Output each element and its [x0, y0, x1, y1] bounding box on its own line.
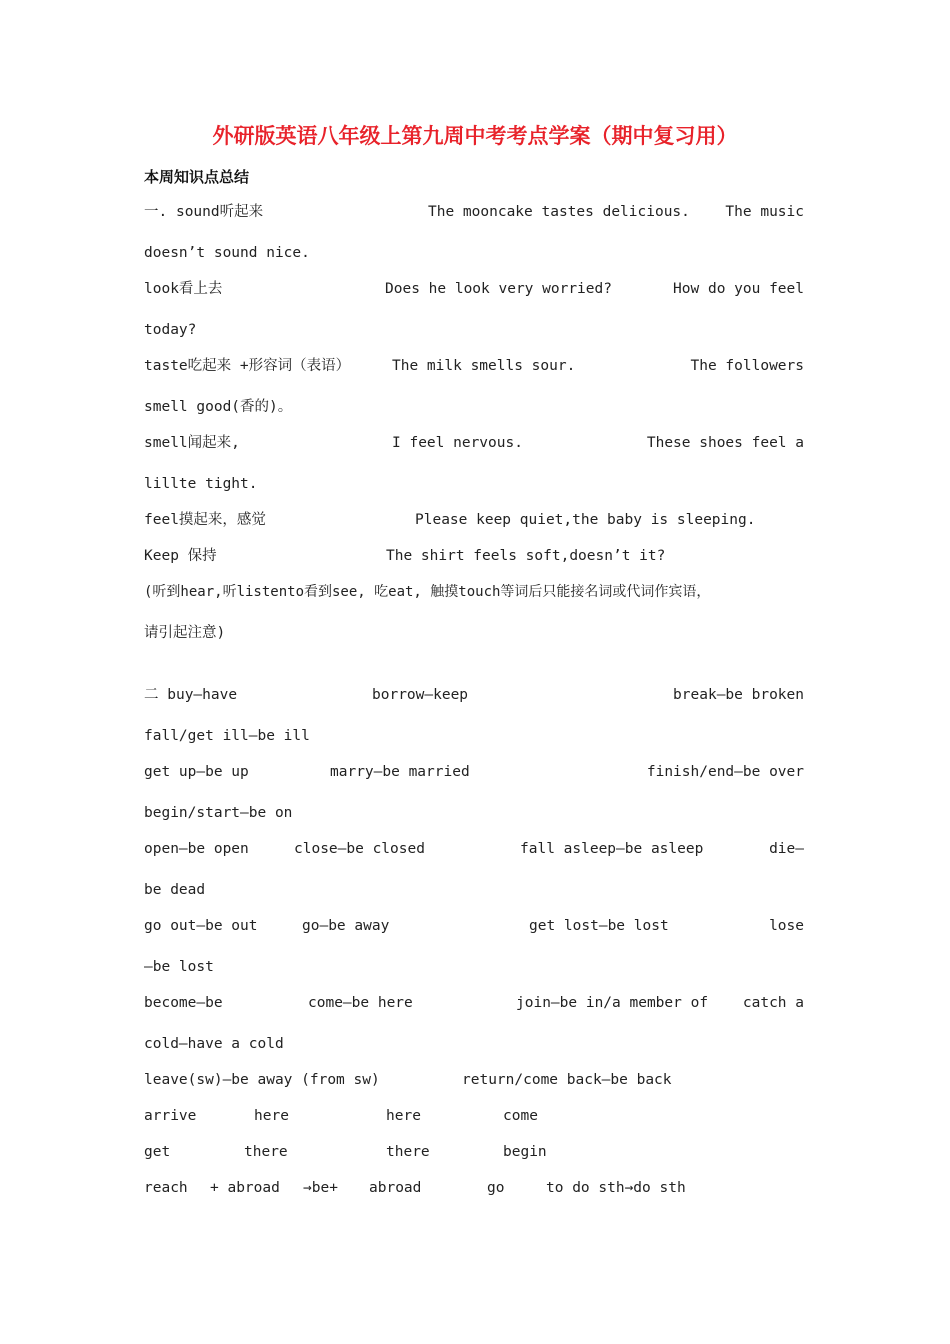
text: look看上去	[144, 281, 223, 297]
text: come	[503, 1108, 538, 1124]
text: become—be	[144, 995, 223, 1011]
part2-line-10: cold—have a cold	[144, 1036, 284, 1052]
part1-note-end: 请引起注意)	[144, 625, 226, 641]
text: return/come back—be back	[462, 1072, 672, 1088]
text: arrive	[144, 1108, 197, 1124]
part2-line-9	[144, 992, 804, 1014]
text: Keep 保持	[144, 548, 217, 564]
part1-line-7	[144, 432, 804, 454]
text: get	[144, 1144, 171, 1160]
part2-line-11	[144, 1069, 804, 1091]
text: finish/end—be over	[646, 764, 804, 780]
part1-line-4: today?	[144, 322, 197, 338]
text: marry—be married	[330, 764, 470, 780]
text: go	[487, 1180, 505, 1196]
text: fall asleep—be asleep	[520, 841, 704, 857]
part1-line-2: doesn’t sound nice.	[144, 245, 310, 261]
text: break—be broken	[673, 687, 804, 703]
text: reach	[144, 1180, 188, 1196]
text: The music	[725, 204, 804, 220]
text: open—be open	[144, 841, 249, 857]
text: Please keep quiet,the baby is sleeping.	[415, 512, 756, 528]
text: abroad	[369, 1180, 422, 1196]
text: get lost—be lost	[529, 918, 669, 934]
text: come—be here	[308, 995, 413, 1011]
text: catch a	[742, 995, 804, 1011]
text: The shirt feels soft,doesn’t it?	[386, 548, 666, 564]
text: go out—be out	[144, 918, 258, 934]
text: die—	[769, 841, 804, 857]
part2-line-13	[144, 1141, 804, 1163]
part1-line-5	[144, 355, 804, 377]
text: 二 buy—have	[144, 687, 238, 703]
text: taste吃起来 +形容词（表语）	[144, 358, 351, 374]
text: here	[254, 1108, 289, 1124]
section-heading: 本周知识点总结	[144, 168, 250, 186]
text: borrow—keep	[372, 687, 469, 703]
part2-line-4: begin/start—be on	[144, 805, 293, 821]
text: there	[386, 1144, 430, 1160]
part1-line-3	[144, 278, 804, 300]
text: get up—be up	[144, 764, 249, 780]
text: How do you feel	[673, 281, 804, 297]
part2-line-2: fall/get ill—be ill	[144, 728, 310, 744]
text: smell闻起来,	[144, 435, 240, 451]
text: The followers	[690, 358, 804, 374]
text: lose	[769, 918, 804, 934]
text: begin	[503, 1144, 547, 1160]
text: to do sth→do sth	[546, 1180, 686, 1196]
text: close—be closed	[294, 841, 425, 857]
part1-note: (听到hear,听listento看到see, 吃eat, 触摸touch等词后只能接名词或代词作宾语，	[144, 584, 711, 600]
part2-line-14	[144, 1177, 804, 1199]
text: leave(sw)—be away (from sw)	[144, 1072, 380, 1088]
text: Does he look very worried?	[385, 281, 612, 297]
part2-line-8: —be lost	[144, 959, 214, 975]
part1-line-10	[144, 545, 804, 567]
document-title: 外研版英语八年级上第九周中考考点学案（期中复习用）	[212, 124, 738, 148]
text: + abroad	[210, 1180, 280, 1196]
text: here	[386, 1108, 421, 1124]
text: These shoes feel a	[646, 435, 804, 451]
text: there	[244, 1144, 288, 1160]
text: I feel nervous.	[392, 435, 523, 451]
text: The mooncake tastes delicious.	[428, 204, 690, 220]
part2-line-7	[144, 915, 804, 937]
part2-line-1	[144, 684, 804, 706]
part2-line-5	[144, 838, 804, 860]
part1-line-8: lillte tight.	[144, 476, 258, 492]
text: →be+	[303, 1180, 338, 1196]
part1-line-1	[144, 201, 804, 223]
part2-line-6: be dead	[144, 882, 206, 898]
text: 一. sound听起来	[144, 204, 264, 220]
part2-line-3	[144, 761, 804, 783]
text: go—be away	[302, 918, 390, 934]
part1-line-9	[144, 509, 804, 531]
part1-line-6: smell good(香的)。	[144, 399, 293, 415]
part2-line-12	[144, 1105, 804, 1127]
text: The milk smells sour.	[392, 358, 576, 374]
text: join—be in/a member of	[516, 995, 709, 1011]
text: feel摸起来，感觉	[144, 512, 266, 528]
